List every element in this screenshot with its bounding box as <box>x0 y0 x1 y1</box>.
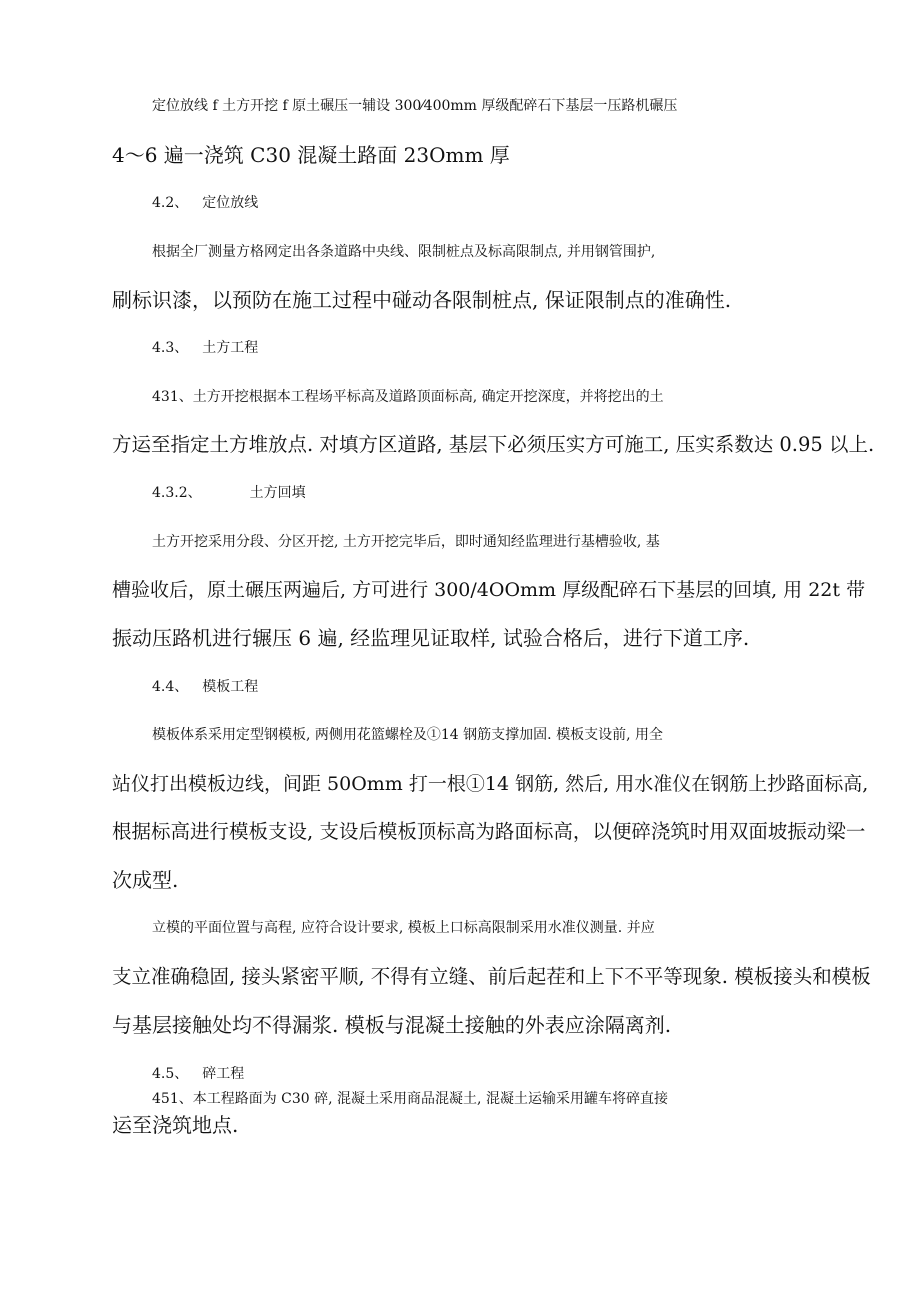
section-title: 土方回填 <box>249 485 306 501</box>
paragraph-formwork-line-4: 次成型. <box>112 868 179 892</box>
section-heading-4-3 <box>152 336 920 360</box>
section-heading-4-4 <box>152 675 920 699</box>
section-heading-4-3-2 <box>152 481 920 505</box>
paragraph-process-flow-line-1: 定位放线 f 土方开挖 f 原土碾压一辅设 300⁄400mm 厚级配碎石下基层一压路机碾压 <box>152 98 678 114</box>
paragraph-formwork-line-1: 模板体系采用定型钢模板, 两侧用花篮螺栓及①14 钢筋支撑加固. 模板支设前, 用全 <box>152 727 663 743</box>
paragraph-excavation-line-1: 431、土方开挖根据本工程场平标高及道路顶面标高, 确定开挖深度，并将挖出的土 <box>152 389 664 405</box>
paragraph-backfill-line-1: 土方开挖采用分段、分区开挖, 土方开挖完毕后，即时通知经监理进行基槽验收, 基 <box>152 534 660 550</box>
section-heading-4-2 <box>152 191 920 215</box>
paragraph-process-flow-line-2: 4～6 遍一浇筑 C30 混凝土路面 23Omm 厚 <box>112 143 510 167</box>
section-number: 4.2、 <box>152 195 189 211</box>
paragraph-positioning-line-1: 根据全厂测量方格网定出各条道路中央线、限制桩点及标高限制点, 并用钢管围护, <box>152 244 656 260</box>
paragraph-formwork-line-2: 站仪打出模板边线，间距 50Omm 打一根①14 钢筋, 然后, 用水准仪在钢筋上抄路面标高, <box>112 773 869 795</box>
section-number: 4.3、 <box>152 340 189 356</box>
paragraph-formwork-line-3: 根据标高进行模板支设, 支设后模板顶标高为路面标高，以便碎浇筑时用双面坡振动梁一 <box>112 820 866 843</box>
paragraph-positioning-line-2: 刷标识漆，以预防在施工过程中碰动各限制桩点, 保证限制点的准确性. <box>112 288 732 312</box>
section-title: 定位放线 <box>202 195 259 211</box>
paragraph-excavation-line-2: 方运至指定土方堆放点. 对填方区道路, 基层下必须压实方可施工, 压实系数达 0.95 以上. <box>112 433 875 456</box>
paragraph-form-setting-line-3: 与基层接触处均不得漏浆. 模板与混凝土接触的外表应涂隔离剂. <box>112 1013 672 1037</box>
paragraph-form-setting-line-1: 立模的平面位置与高程, 应符合设计要求, 模板上口标高限制采用水准仪测量. 并应 <box>152 920 655 936</box>
paragraph-concrete-line-1: 451、本工程路面为 C30 碎, 混凝土采用商品混凝土, 混凝土运输采用罐车将碎直接 <box>152 1091 668 1107</box>
section-title: 碎工程 <box>202 1066 245 1082</box>
paragraph-backfill-line-3: 振动压路机进行辗压 6 遍, 经监理见证取样, 试验合格后，进行下道工序. <box>112 626 750 650</box>
section-number: 4.4、 <box>152 679 189 695</box>
section-heading-4-5 <box>152 1062 920 1086</box>
paragraph-concrete-line-2: 运至浇筑地点. <box>112 1113 239 1137</box>
section-title: 模板工程 <box>202 679 259 695</box>
section-number: 4.5、 <box>152 1066 189 1082</box>
section-number: 4.3.2、 <box>152 485 202 501</box>
section-title: 土方工程 <box>202 340 259 356</box>
paragraph-form-setting-line-2: 支立准确稳固, 接头紧密平顺, 不得有立缝、前后起茬和上下不平等现象. 模板接头和模板 <box>112 965 871 988</box>
paragraph-backfill-line-2: 槽验收后，原土碾压两遍后, 方可进行 300/4OOmm 厚级配碎石下基层的回填, 用 22t 带 <box>112 579 866 601</box>
